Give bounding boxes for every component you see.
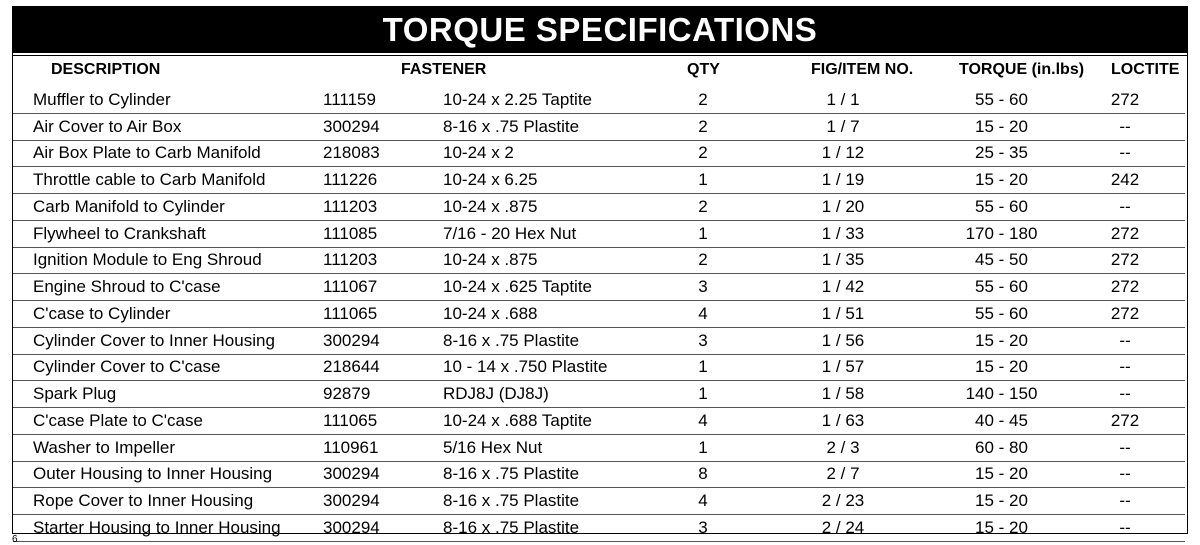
torque-cell: 40 - 45: [938, 408, 1065, 435]
description-cell: Starter Housing to Inner Housing: [13, 515, 323, 542]
qty-cell: 1: [658, 167, 748, 194]
table-row: [13, 381, 1185, 408]
fastener-cell: 7/16 - 20 Hex Nut: [443, 220, 658, 247]
torque-cell: 55 - 60: [938, 274, 1065, 301]
table-row: [13, 167, 1185, 194]
loctite-cell: 242: [1065, 167, 1185, 194]
fastener-cell: 10-24 x .875: [443, 194, 658, 221]
table-row: [13, 515, 1185, 542]
fastener-cell: RDJ8J (DJ8J): [443, 381, 658, 408]
fig-item-cell: 1 / 58: [748, 381, 938, 408]
loctite-cell: 272: [1065, 408, 1185, 435]
loctite-cell: --: [1065, 113, 1185, 140]
title-divider: [13, 55, 1187, 56]
description-cell: Rope Cover to Inner Housing: [13, 488, 323, 515]
loctite-cell: --: [1065, 515, 1185, 542]
table-row: [13, 220, 1185, 247]
torque-cell: 15 - 20: [938, 167, 1065, 194]
part-number-cell: 111085: [323, 220, 443, 247]
table-row: [13, 301, 1185, 328]
fastener-cell: 8-16 x .75 Plastite: [443, 461, 658, 488]
torque-cell: 55 - 60: [938, 87, 1065, 113]
torque-cell: 55 - 60: [938, 301, 1065, 328]
loctite-cell: --: [1065, 381, 1185, 408]
fastener-cell: 8-16 x .75 Plastite: [443, 488, 658, 515]
part-number-cell: 300294: [323, 113, 443, 140]
fig-item-cell: 1 / 1: [748, 87, 938, 113]
description-cell: Cylinder Cover to C'case: [13, 354, 323, 381]
header-fig-item: FIG/ITEM NO.: [811, 61, 914, 78]
fastener-cell: 10-24 x .625 Taptite: [443, 274, 658, 301]
part-number-cell: 218083: [323, 140, 443, 167]
qty-cell: 2: [658, 247, 748, 274]
description-cell: C'case Plate to C'case: [13, 408, 323, 435]
part-number-cell: 218644: [323, 354, 443, 381]
fig-item-cell: 1 / 19: [748, 167, 938, 194]
fastener-cell: 8-16 x .75 Plastite: [443, 327, 658, 354]
loctite-cell: 272: [1065, 247, 1185, 274]
loctite-cell: 272: [1065, 301, 1185, 328]
torque-cell: 15 - 20: [938, 113, 1065, 140]
loctite-cell: 272: [1065, 87, 1185, 113]
qty-cell: 2: [658, 194, 748, 221]
torque-table: [13, 87, 1185, 542]
table-row: [13, 140, 1185, 167]
part-number-cell: 110961: [323, 434, 443, 461]
table-row: [13, 354, 1185, 381]
qty-cell: 3: [658, 274, 748, 301]
fastener-cell: 10-24 x 2: [443, 140, 658, 167]
description-cell: Outer Housing to Inner Housing: [13, 461, 323, 488]
description-cell: Air Cover to Air Box: [13, 113, 323, 140]
torque-cell: 55 - 60: [938, 194, 1065, 221]
fastener-cell: 10 - 14 x .750 Plastite: [443, 354, 658, 381]
loctite-cell: --: [1065, 354, 1185, 381]
header-loctite: LOCTITE: [1111, 61, 1180, 78]
torque-cell: 170 - 180: [938, 220, 1065, 247]
description-cell: Engine Shroud to C'case: [13, 274, 323, 301]
description-cell: Washer to Impeller: [13, 434, 323, 461]
loctite-cell: --: [1065, 194, 1185, 221]
header-torque: TORQUE (in.lbs): [959, 61, 1085, 78]
page-number: 6: [12, 534, 18, 545]
table-row: [13, 488, 1185, 515]
torque-spec-sheet: [12, 6, 1188, 537]
description-cell: Throttle cable to Carb Manifold: [13, 167, 323, 194]
table-row: [13, 247, 1185, 274]
qty-cell: 1: [658, 354, 748, 381]
qty-cell: 2: [658, 113, 748, 140]
fig-item-cell: 1 / 35: [748, 247, 938, 274]
part-number-cell: 111226: [323, 167, 443, 194]
loctite-cell: --: [1065, 140, 1185, 167]
fastener-cell: 10-24 x 6.25: [443, 167, 658, 194]
torque-cell: 140 - 150: [938, 381, 1065, 408]
torque-cell: 15 - 20: [938, 327, 1065, 354]
fig-item-cell: 2 / 3: [748, 434, 938, 461]
qty-cell: 3: [658, 327, 748, 354]
description-cell: Flywheel to Crankshaft: [13, 220, 323, 247]
fig-item-cell: 1 / 57: [748, 354, 938, 381]
fastener-cell: 10-24 x .688 Taptite: [443, 408, 658, 435]
qty-cell: 2: [658, 87, 748, 113]
part-number-cell: 300294: [323, 488, 443, 515]
table-row: [13, 327, 1185, 354]
fig-item-cell: 1 / 51: [748, 301, 938, 328]
qty-cell: 1: [658, 381, 748, 408]
qty-cell: 4: [658, 408, 748, 435]
description-cell: Muffler to Cylinder: [13, 87, 323, 113]
part-number-cell: 300294: [323, 327, 443, 354]
page-title: TORQUE SPECIFICATIONS: [13, 7, 1187, 53]
part-number-cell: 111203: [323, 247, 443, 274]
description-cell: Air Box Plate to Carb Manifold: [13, 140, 323, 167]
fig-item-cell: 1 / 56: [748, 327, 938, 354]
description-cell: Cylinder Cover to Inner Housing: [13, 327, 323, 354]
qty-cell: 1: [658, 434, 748, 461]
torque-cell: 25 - 35: [938, 140, 1065, 167]
torque-cell: 15 - 20: [938, 515, 1065, 542]
description-cell: Ignition Module to Eng Shroud: [13, 247, 323, 274]
fastener-cell: 8-16 x .75 Plastite: [443, 113, 658, 140]
fig-item-cell: 1 / 12: [748, 140, 938, 167]
part-number-cell: 111065: [323, 301, 443, 328]
table-row: [13, 87, 1185, 113]
loctite-cell: 272: [1065, 274, 1185, 301]
part-number-cell: 92879: [323, 381, 443, 408]
description-cell: Carb Manifold to Cylinder: [13, 194, 323, 221]
qty-cell: 4: [658, 301, 748, 328]
loctite-cell: --: [1065, 461, 1185, 488]
part-number-cell: 111067: [323, 274, 443, 301]
fastener-cell: 5/16 Hex Nut: [443, 434, 658, 461]
fig-item-cell: 2 / 24: [748, 515, 938, 542]
table-row: [13, 113, 1185, 140]
description-cell: C'case to Cylinder: [13, 301, 323, 328]
table-row: [13, 434, 1185, 461]
qty-cell: 1: [658, 220, 748, 247]
fig-item-cell: 1 / 63: [748, 408, 938, 435]
torque-cell: 45 - 50: [938, 247, 1065, 274]
fig-item-cell: 1 / 7: [748, 113, 938, 140]
table-row: [13, 461, 1185, 488]
table-row: [13, 274, 1185, 301]
qty-cell: 3: [658, 515, 748, 542]
qty-cell: 2: [658, 140, 748, 167]
header-fastener: FASTENER: [401, 61, 487, 78]
torque-cell: 15 - 20: [938, 488, 1065, 515]
torque-cell: 15 - 20: [938, 461, 1065, 488]
torque-cell: 15 - 20: [938, 354, 1065, 381]
part-number-cell: 111159: [323, 87, 443, 113]
loctite-cell: --: [1065, 327, 1185, 354]
qty-cell: 8: [658, 461, 748, 488]
fig-item-cell: 1 / 20: [748, 194, 938, 221]
fig-item-cell: 2 / 7: [748, 461, 938, 488]
table-body: [13, 87, 1185, 541]
description-cell: Spark Plug: [13, 381, 323, 408]
table-row: [13, 194, 1185, 221]
part-number-cell: 300294: [323, 461, 443, 488]
part-number-cell: 111203: [323, 194, 443, 221]
part-number-cell: 111065: [323, 408, 443, 435]
loctite-cell: --: [1065, 488, 1185, 515]
qty-cell: 4: [658, 488, 748, 515]
fastener-cell: 10-24 x .875: [443, 247, 658, 274]
header-description: DESCRIPTION: [51, 61, 161, 78]
header-qty: QTY: [687, 61, 720, 78]
fig-item-cell: 1 / 33: [748, 220, 938, 247]
fastener-cell: 8-16 x .75 Plastite: [443, 515, 658, 542]
torque-cell: 60 - 80: [938, 434, 1065, 461]
fastener-cell: 10-24 x 2.25 Taptite: [443, 87, 658, 113]
part-number-cell: 300294: [323, 515, 443, 542]
fastener-cell: 10-24 x .688: [443, 301, 658, 328]
loctite-cell: 272: [1065, 220, 1185, 247]
fig-item-cell: 1 / 42: [748, 274, 938, 301]
loctite-cell: --: [1065, 434, 1185, 461]
fig-item-cell: 2 / 23: [748, 488, 938, 515]
table-row: [13, 408, 1185, 435]
